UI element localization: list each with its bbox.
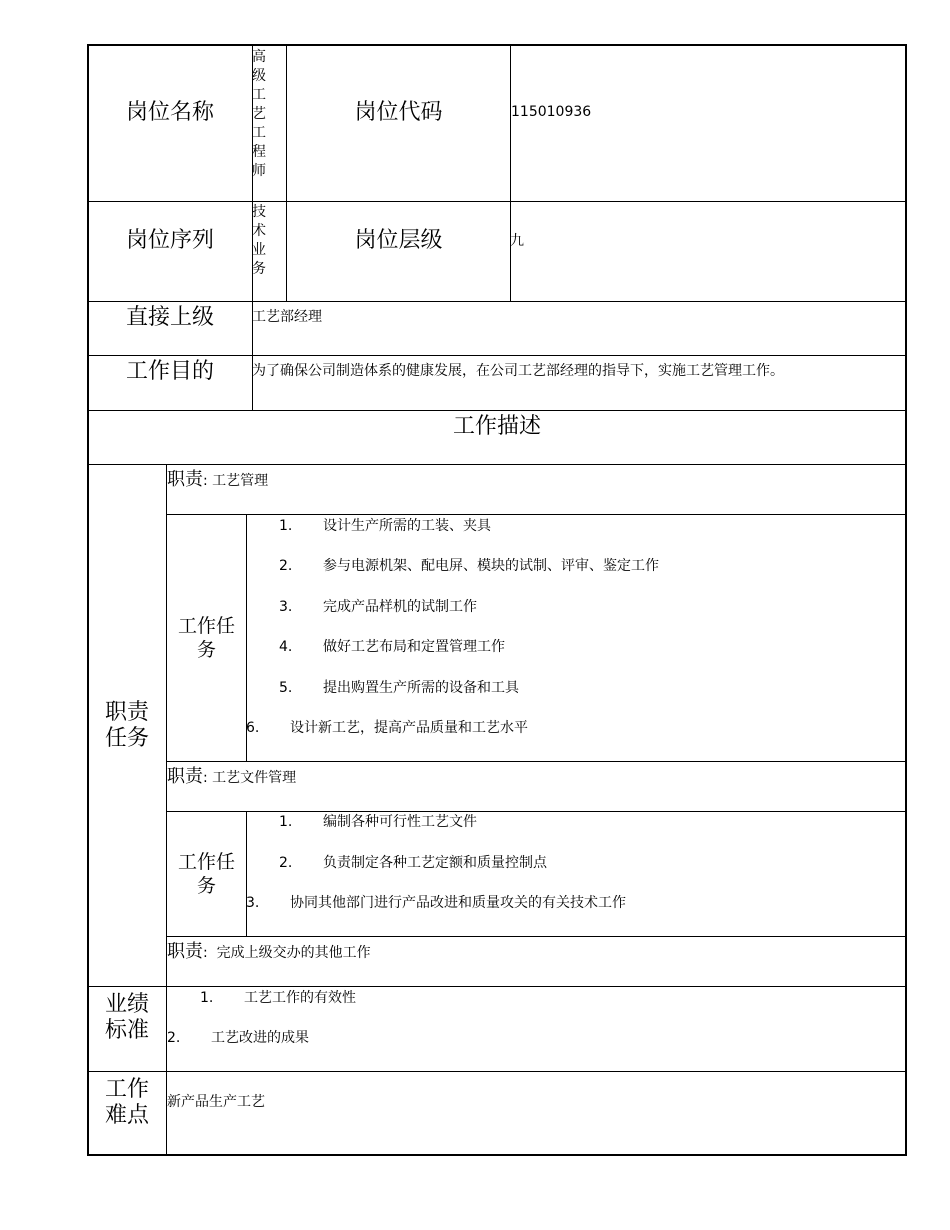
position-sequence-value: 技术业务 — [252, 204, 266, 277]
list-item: 做好工艺布局和定置管理工作 — [323, 639, 505, 655]
list-item: 4. — [279, 639, 293, 655]
position-code-label: 岗位代码 — [354, 100, 443, 125]
direct-superior-value: 工艺部经理 — [252, 309, 322, 325]
col-divider — [246, 811, 247, 936]
duties-label-line1: 职责 — [104, 699, 149, 725]
list-item: 5. — [279, 680, 293, 696]
list-item: 负责制定各种工艺定额和质量控制点 — [323, 855, 547, 871]
list-item: 设计新工艺，提高产品质量和工艺水平 — [290, 720, 528, 736]
position-name-value: 高级工艺工程师 — [252, 49, 266, 179]
row-divider — [166, 761, 906, 762]
duties-label — [88, 465, 166, 986]
table-border-bottom — [87, 1154, 907, 1156]
list-item: 编制各种可行性工艺文件 — [323, 814, 477, 830]
list-item: 3. — [279, 599, 293, 615]
row-divider — [87, 1071, 907, 1072]
list-item: 参与电源机架、配电屏、模块的试制、评审、鉴定工作 — [323, 558, 659, 574]
performance-label: 业绩 标准 — [104, 992, 149, 1043]
list-item: 2. — [279, 558, 293, 574]
duty-3-title: 完成上级交办的其他工作 — [216, 945, 371, 961]
work-purpose-value: 为了确保公司制造体系的健康发展，在公司工艺部经理的指导下，实施工艺管理工作。 — [252, 363, 784, 379]
duty-2-title: 工艺文件管理 — [212, 770, 297, 786]
difficulty-label: 工作 难点 — [104, 1077, 149, 1128]
list-item: 工艺工作的有效性 — [244, 990, 356, 1006]
list-item: 1. — [279, 814, 293, 830]
col-divider — [510, 44, 511, 301]
list-item: 1. — [200, 990, 214, 1006]
duty-prefix: 职责 — [167, 766, 203, 787]
row-divider — [166, 514, 906, 515]
position-sequence-label: 岗位序列 — [125, 228, 214, 253]
work-description-title: 工作描述 — [452, 414, 541, 439]
list-item: 2. — [167, 1030, 181, 1046]
duty-3-heading: 职责: 完成上级交办的其他工作 — [167, 941, 371, 962]
duty-2-heading: 职责: 工艺文件管理 — [167, 766, 297, 787]
duty-1-title: 工艺管理 — [212, 473, 269, 489]
row-divider — [87, 464, 907, 465]
row-divider — [87, 986, 907, 987]
duty-1-heading: 职责: 工艺管理 — [167, 469, 269, 490]
list-item: 6. — [246, 720, 260, 736]
list-item: 2. — [279, 855, 293, 871]
list-item: 设计生产所需的工装、夹具 — [323, 518, 491, 534]
duty-1-task-label: 工作任 务 — [177, 615, 235, 661]
duty-2-task-label: 工作任 务 — [177, 851, 235, 897]
list-item: 3. — [246, 895, 260, 911]
direct-superior-label: 直接上级 — [125, 305, 214, 330]
list-item: 完成产品样机的试制工作 — [323, 599, 477, 615]
duty-prefix: 职责 — [167, 469, 203, 490]
duties-label-line2: 任务 — [104, 725, 149, 751]
list-item: 工艺改进的成果 — [211, 1030, 309, 1046]
row-divider — [166, 936, 906, 937]
duty-prefix: 职责 — [167, 941, 203, 962]
position-name-label: 岗位名称 — [125, 100, 214, 125]
difficulty-value: 新产品生产工艺 — [167, 1094, 265, 1110]
row-divider — [166, 811, 906, 812]
list-item: 提出购置生产所需的设备和工具 — [323, 680, 519, 696]
list-item: 1. — [279, 518, 293, 534]
position-level-value: 九 — [510, 233, 524, 249]
position-code-value: 115010936 — [511, 104, 592, 120]
position-level-label: 岗位层级 — [354, 228, 443, 253]
list-item: 协同其他部门进行产品改进和质量攻关的有关技术工作 — [290, 895, 626, 911]
table-border-right — [905, 44, 907, 1155]
work-purpose-label: 工作目的 — [125, 359, 214, 384]
